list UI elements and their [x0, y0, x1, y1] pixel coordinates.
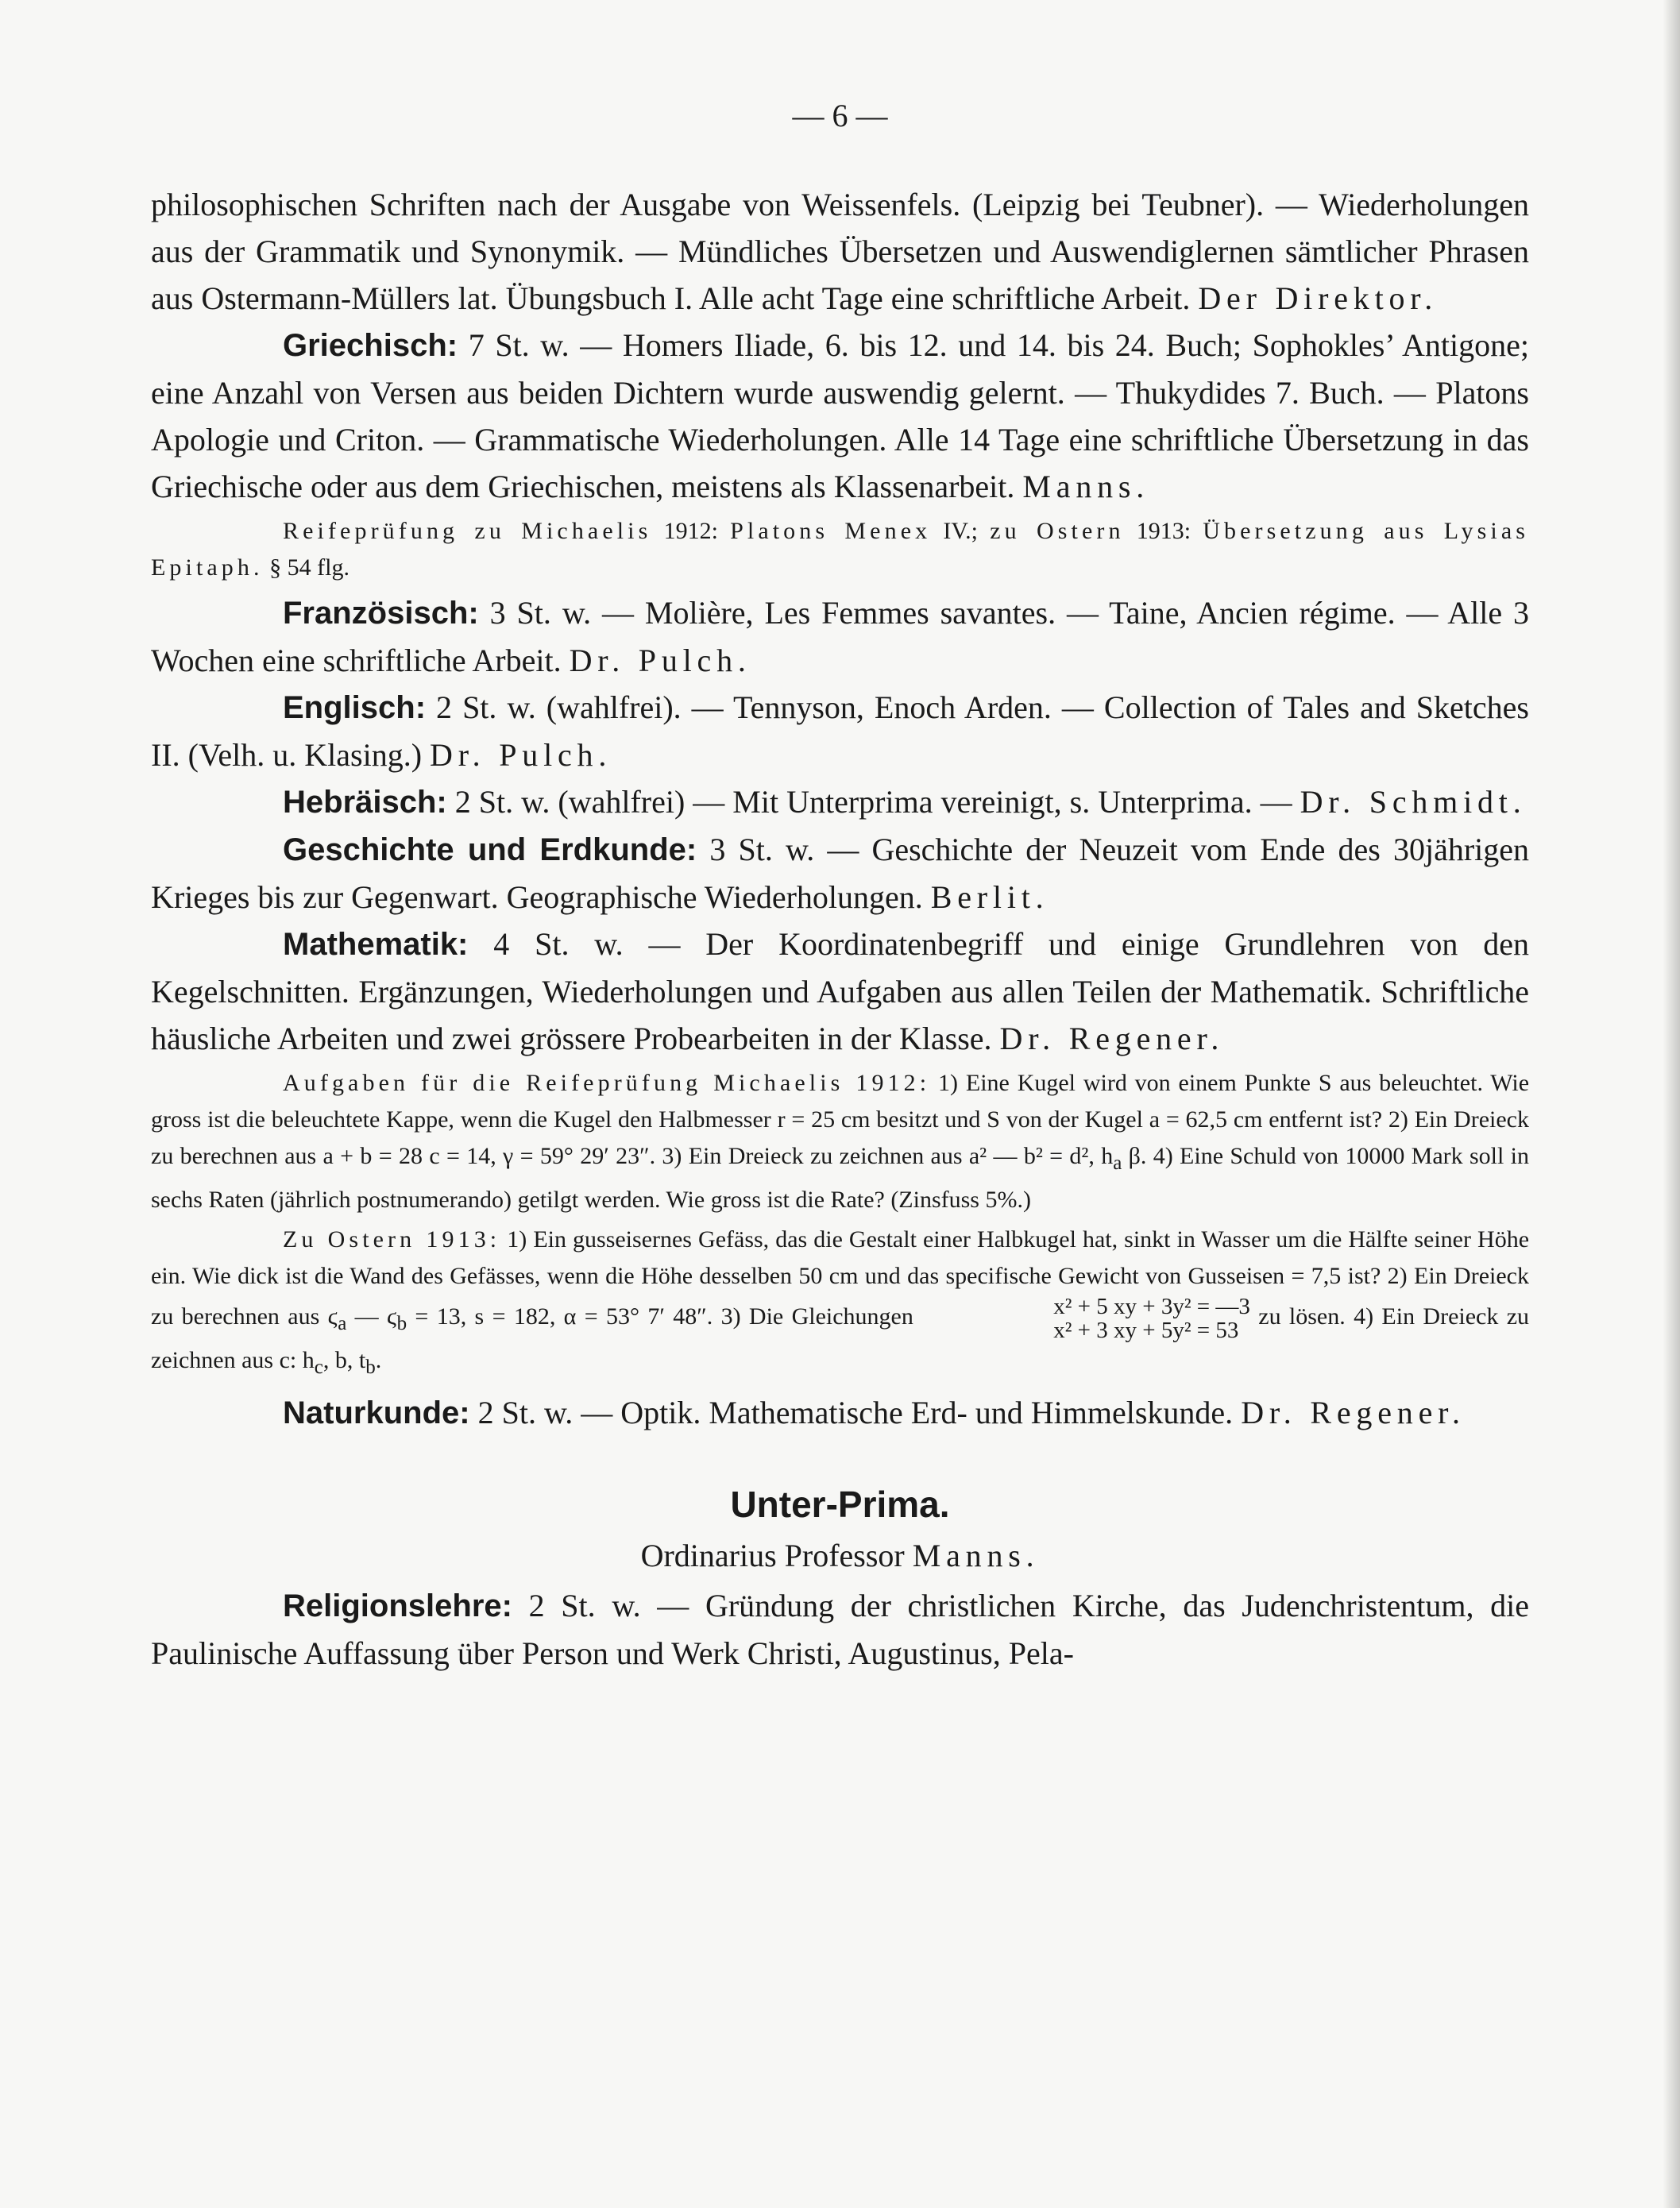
subject-heading: Mathematik: — [283, 927, 469, 962]
ordinarius-label: Ordinarius Professor — [640, 1538, 905, 1573]
equation-system — [921, 1295, 1250, 1342]
reifepruefung-mathematik-ostern — [151, 1222, 1529, 1386]
paragraph-hebraeisch — [151, 778, 1529, 826]
ordinarius-line — [151, 1532, 1529, 1579]
paragraph-religionslehre — [151, 1582, 1529, 1677]
subject-heading: Naturkunde: — [283, 1395, 470, 1430]
exam-text: β. 4) Eine Schuld von 10000 Mark soll in sechs Raten (jährlich postnumerando) getilgt werden. Wie gross ist die Rate? (Zinsfuss 5%.) — [151, 1143, 1529, 1213]
exam-text: IV.; — [943, 518, 979, 544]
page-edge-shadow — [1663, 0, 1680, 2208]
exam-text: , b, t — [322, 1347, 366, 1373]
exam-label: Aufgaben für die Reifeprüfung Michaelis 1912: — [283, 1070, 931, 1096]
teacher-name: Berlit. — [930, 879, 1049, 915]
exam-text: 1) Eine Kugel wird von einem Punkte S aus beleuchtet. Wie gross ist die beleuchtete Kappe, wenn die Kugel den Halbmesser r = 25 cm besitzt und S von der Kugel a = 62,5 cm entfernt ist? 2) Ein Dreieck zu berechnen aus a + b = 28 c = 14, γ = 59° 29′ 23″. 3) Ein Dreieck zu zeichnen aus a² — b² = d², h — [151, 1070, 1530, 1169]
exam-text: . — [375, 1347, 382, 1373]
paragraph-naturkunde — [151, 1389, 1529, 1437]
subject-text: 3 St. w. — Geschichte der Neuzeit vom Ende des 30jährigen Krieges bis zur Gegenwart. Geographische Wiederholungen. — [151, 832, 1530, 915]
subject-heading: Religionslehre: — [283, 1588, 512, 1623]
subject-heading: Hebräisch: — [283, 785, 447, 820]
subscript: b — [396, 1312, 407, 1334]
teacher-name: Dr. Pulch. — [430, 737, 612, 773]
exam-year: 1913: — [1136, 518, 1191, 544]
equation-line: x² + 3 xy + 5y² = 53 — [1053, 1318, 1239, 1343]
reifepruefung-griechisch — [151, 513, 1529, 586]
teacher-name: Dr. Schmidt. — [1300, 784, 1527, 820]
exam-label: zu Ostern — [990, 518, 1125, 544]
exam-text: = 13, — [407, 1303, 467, 1330]
latein-text: philosophischen Schriften nach der Ausgabe von Weissenfels. (Leipzig bei Teubner). — Wiederholungen aus der Grammatik und Synonymik. — Mündliches Übersetzen und Auswendiglernen sämtlicher Phrasen aus Ostermann-Müllers lat. Übungsbuch I. Alle acht Tage eine schriftliche Arbeit. — [151, 187, 1529, 316]
subject-heading: Griechisch: — [283, 328, 458, 363]
paragraph-geschichte — [151, 826, 1529, 921]
teacher-name: Dr. Regener. — [1241, 1395, 1466, 1430]
subscript: b — [365, 1357, 376, 1378]
exam-text: Übersetzung aus Lysias Epitaph. — [151, 518, 1530, 581]
subject-text: 7 St. w. — Homers Iliade, 6. bis 12. und 14. bis 24. Buch; Sophokles’ Antigone; eine Anzahl von Versen aus beiden Dichtern wurde auswendig gelernt. — Thukydides 7. Buch. — Platons Apologie und Criton. — Grammatische Wiederholungen. Alle 14 Tage eine schriftliche Übersetzung in das Griechische oder aus dem Griechischen, meistens als Klassenarbeit. — [151, 327, 1530, 504]
reifepruefung-mathematik-michaelis — [151, 1065, 1529, 1218]
subject-text: 2 St. w. — Optik. Mathematische Erd- und Himmelskunde. — [477, 1395, 1234, 1430]
exam-text: 1) Ein gusseisernes Gefäss, das die Gestalt einer Halbkugel hat, sinkt in Wasser um die Hälfte seiner Höhe ein. Wie dick ist die Wand des Gefässes, wenn die Höhe desselben 50 cm und das specifische Gewicht von Gusseisen = 7,5 ist? 2) Ein Dreieck zu berechnen aus ϛ — [151, 1226, 1530, 1330]
exam-label: Reifeprüfung zu Michaelis — [283, 518, 652, 544]
subject-heading: Englisch: — [283, 690, 427, 725]
subscript: a — [338, 1312, 347, 1334]
equation-line: x² + 5 xy + 3y² = —3 — [1053, 1294, 1250, 1319]
paragraph-latein-continued — [151, 181, 1529, 322]
subscript: a — [1113, 1152, 1122, 1174]
paragraph-mathematik — [151, 921, 1529, 1062]
exam-text: § 54 flg. — [269, 554, 350, 581]
paragraph-englisch — [151, 684, 1529, 778]
exam-year: 1912: — [663, 518, 718, 544]
exam-text: s = 182, α = 53° 7′ 48″. 3) Die Gleichungen — [474, 1303, 913, 1330]
teacher-name: Manns. — [1022, 469, 1150, 504]
exam-text: — ϛ — [346, 1303, 397, 1330]
exam-label: Zu Ostern 1913: — [283, 1226, 501, 1253]
exam-text: Platons Menex — [730, 518, 932, 544]
subscript: c — [314, 1357, 323, 1378]
exam-text: zu lösen. 4) Ein Dreieck zu zeichnen aus c: h — [151, 1303, 1530, 1373]
subject-text: 4 St. w. — Der Koordinatenbegriff und einige Grundlehren von den Kegelschnitten. Ergänzungen, Wiederholungen und Aufgaben aus allen Teilen der Mathematik. Schriftliche häusliche Arbeiten und zwei grössere Probearbeiten in der Klasse. — [151, 926, 1530, 1056]
subject-text: 2 St. w. (wahlfrei) — Mit Unterprima vereinigt, s. Unterprima. — — [454, 784, 1292, 820]
subject-text: 3 St. w. — Molière, Les Femmes savantes. — Taine, Ancien régime. — Alle 3 Wochen eine schriftliche Arbeit. — [151, 595, 1530, 678]
teacher-name: Dr. Regener. — [999, 1021, 1225, 1056]
teacher-name: Der Direktor. — [1198, 280, 1438, 316]
ordinarius-name: Manns. — [912, 1538, 1040, 1573]
subject-heading: Französisch: — [283, 596, 479, 631]
section-title: Unter-Prima. — [730, 1484, 950, 1525]
subject-text: 2 St. w. (wahlfrei). — Tennyson, Enoch Arden. — Collection of Tales and Sketches II. (Velh. u. Klasing.) — [151, 689, 1529, 773]
subject-text: 2 St. w. — Gründung der christlichen Kirche, das Judenchristentum, die Paulinische Auffassung über Person und Werk Christi, Augustinus, Pela- — [151, 1588, 1530, 1671]
paragraph-franzoesisch — [151, 589, 1529, 684]
page-body — [151, 181, 1529, 1677]
page-number: — 6 — — [792, 98, 888, 133]
paragraph-griechisch — [151, 322, 1529, 510]
teacher-name: Dr. Pulch. — [569, 643, 751, 678]
subject-heading: Geschichte und Erdkunde: — [283, 832, 697, 867]
